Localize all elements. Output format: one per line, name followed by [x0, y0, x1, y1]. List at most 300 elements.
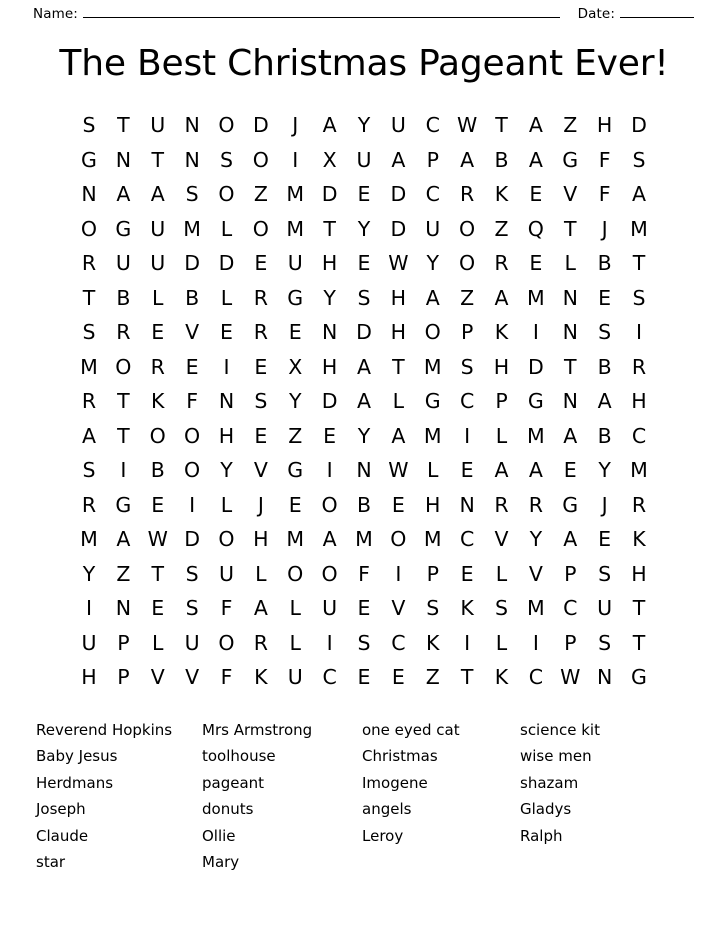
grid-cell[interactable]: A [494, 458, 509, 483]
grid-cell[interactable]: O [184, 458, 201, 483]
grid-cell[interactable]: B [185, 285, 200, 310]
grid-cell[interactable]: R [460, 182, 475, 207]
grid-cell[interactable]: H [596, 113, 613, 138]
grid-cell[interactable]: Y [357, 216, 371, 241]
grid-cell[interactable]: H [321, 354, 338, 379]
grid-cell[interactable]: J [257, 492, 264, 517]
grid-cell[interactable]: B [597, 423, 612, 448]
grid-cell[interactable]: D [631, 113, 647, 138]
grid-cell[interactable]: M [527, 285, 545, 310]
grid-cell[interactable]: I [326, 630, 333, 655]
grid-cell[interactable]: N [596, 665, 613, 690]
grid-cell[interactable]: E [288, 492, 302, 517]
grid-cell[interactable]: B [356, 492, 372, 517]
grid-cell[interactable]: E [357, 182, 371, 207]
grid-cell[interactable]: H [321, 251, 338, 276]
grid-cell[interactable]: K [494, 320, 509, 345]
grid-cell[interactable]: S [82, 320, 96, 345]
grid-cell[interactable]: S [632, 285, 646, 310]
grid-cell[interactable]: O [321, 492, 338, 517]
grid-cell[interactable]: M [423, 354, 442, 379]
grid-cell[interactable]: B [494, 147, 509, 172]
grid-cell[interactable]: C [391, 630, 406, 655]
word-list-item[interactable]: Joseph [36, 800, 86, 819]
word-list-item[interactable]: star [36, 853, 66, 872]
grid-cell[interactable]: M [80, 527, 98, 552]
grid-cell[interactable]: W [147, 527, 168, 552]
grid-cell[interactable]: E [220, 320, 233, 345]
grid-cell[interactable]: S [82, 113, 96, 138]
grid-cell[interactable]: E [288, 320, 302, 345]
grid-cell[interactable]: E [529, 182, 543, 207]
grid-cell[interactable]: N [459, 492, 475, 517]
grid-cell[interactable]: A [322, 527, 337, 552]
grid-cell[interactable]: S [357, 285, 371, 310]
grid-cell[interactable]: N [115, 596, 132, 621]
grid-cell[interactable]: Z [253, 182, 268, 207]
grid-cell[interactable]: C [631, 423, 647, 448]
grid-cell[interactable]: X [288, 354, 303, 379]
grid-cell[interactable]: U [356, 147, 372, 172]
grid-cell[interactable]: H [390, 320, 407, 345]
grid-cell[interactable]: Y [220, 458, 233, 483]
grid-cell[interactable]: P [426, 561, 439, 586]
grid-cell[interactable]: J [292, 113, 299, 138]
grid-cell[interactable]: G [424, 389, 441, 414]
word-list-item[interactable]: angels [362, 800, 412, 819]
grid-cell[interactable]: H [425, 492, 441, 517]
grid-cell[interactable]: D [321, 182, 338, 207]
grid-cell[interactable]: J [601, 216, 608, 241]
grid-cell[interactable]: A [253, 596, 268, 621]
grid-cell[interactable]: V [185, 665, 200, 690]
grid-cell[interactable]: G [631, 665, 647, 690]
grid-cell[interactable]: P [426, 147, 439, 172]
grid-cell[interactable]: I [223, 354, 230, 379]
grid-cell[interactable]: U [597, 596, 613, 621]
grid-cell[interactable]: M [527, 423, 545, 448]
grid-cell[interactable]: W [560, 665, 581, 690]
grid-cell[interactable]: Y [357, 113, 371, 138]
grid-cell[interactable]: L [255, 561, 267, 586]
grid-cell[interactable]: M [527, 596, 545, 621]
grid-cell[interactable]: P [117, 665, 130, 690]
grid-cell[interactable]: L [495, 561, 508, 586]
grid-cell[interactable]: D [527, 354, 544, 379]
grid-cell[interactable]: L [564, 251, 576, 276]
grid-cell[interactable]: S [460, 354, 474, 379]
grid-cell[interactable]: G [287, 285, 304, 310]
grid-cell[interactable]: A [494, 285, 509, 310]
grid-cell[interactable]: G [115, 216, 132, 241]
grid-cell[interactable]: T [82, 285, 96, 310]
grid-cell[interactable]: L [495, 630, 508, 655]
grid-cell[interactable]: R [81, 389, 97, 414]
grid-cell[interactable]: H [631, 389, 647, 414]
grid-cell[interactable]: R [253, 320, 268, 345]
grid-cell[interactable]: Z [425, 665, 440, 690]
word-list-item[interactable]: toolhouse [202, 747, 276, 766]
grid-cell[interactable]: U [287, 665, 303, 690]
grid-cell[interactable]: P [564, 630, 577, 655]
grid-cell[interactable]: Z [563, 113, 578, 138]
word-list-item[interactable]: Reverend Hopkins [36, 720, 173, 739]
grid-cell[interactable]: I [395, 561, 402, 586]
grid-cell[interactable]: I [326, 458, 333, 483]
grid-cell[interactable]: R [253, 285, 268, 310]
grid-cell[interactable]: T [632, 596, 646, 621]
grid-cell[interactable]: C [563, 596, 578, 621]
grid-cell[interactable]: A [356, 389, 372, 414]
grid-cell[interactable]: U [115, 251, 131, 276]
grid-cell[interactable]: D [390, 182, 407, 207]
grid-cell[interactable]: E [151, 596, 165, 621]
grid-cell[interactable]: R [116, 320, 131, 345]
grid-cell[interactable]: L [392, 389, 405, 414]
grid-cell[interactable]: E [357, 665, 371, 690]
grid-cell[interactable]: N [356, 458, 372, 483]
grid-cell[interactable]: M [423, 423, 442, 448]
grid-cell[interactable]: L [427, 458, 439, 483]
grid-cell[interactable]: A [391, 423, 406, 448]
grid-cell[interactable]: Y [529, 527, 543, 552]
grid-cell[interactable]: R [81, 251, 97, 276]
grid-cell[interactable]: Y [82, 561, 96, 586]
grid-cell[interactable]: I [464, 423, 471, 448]
grid-cell[interactable]: T [323, 216, 336, 241]
grid-cell[interactable]: N [321, 320, 338, 345]
grid-cell[interactable]: D [252, 113, 269, 138]
word-list-item[interactable]: Ollie [202, 826, 236, 845]
grid-cell[interactable]: H [631, 561, 647, 586]
grid-cell[interactable]: W [388, 251, 409, 276]
grid-cell[interactable]: H [390, 285, 407, 310]
grid-cell[interactable]: K [494, 665, 509, 690]
grid-cell[interactable]: S [494, 596, 508, 621]
grid-cell[interactable]: O [218, 182, 235, 207]
grid-cell[interactable]: D [218, 251, 235, 276]
grid-cell[interactable]: V [150, 665, 165, 690]
grid-cell[interactable]: Y [288, 389, 302, 414]
grid-cell[interactable]: I [464, 630, 471, 655]
grid-cell[interactable]: O [218, 113, 235, 138]
grid-cell[interactable]: U [322, 596, 338, 621]
date-write-line[interactable] [620, 6, 694, 18]
grid-cell[interactable]: E [151, 320, 165, 345]
grid-cell[interactable]: A [597, 389, 612, 414]
grid-cell[interactable]: S [82, 458, 96, 483]
grid-cell[interactable]: N [562, 320, 578, 345]
grid-cell[interactable]: U [150, 113, 166, 138]
grid-cell[interactable]: O [149, 423, 166, 448]
word-list-item[interactable]: pageant [202, 773, 265, 792]
grid-cell[interactable]: E [357, 596, 371, 621]
grid-cell[interactable]: I [292, 147, 299, 172]
grid-cell[interactable]: T [117, 113, 130, 138]
grid-cell[interactable]: B [597, 251, 612, 276]
grid-cell[interactable]: D [390, 216, 407, 241]
grid-cell[interactable]: U [425, 216, 441, 241]
grid-cell[interactable]: H [218, 423, 235, 448]
grid-cell[interactable]: O [459, 251, 476, 276]
grid-cell[interactable]: O [459, 216, 476, 241]
grid-cell[interactable]: A [631, 182, 647, 207]
grid-cell[interactable]: W [456, 113, 478, 138]
grid-cell[interactable]: E [185, 354, 199, 379]
grid-cell[interactable]: U [218, 561, 234, 586]
grid-cell[interactable]: O [252, 147, 269, 172]
grid-cell[interactable]: L [289, 596, 301, 621]
grid-cell[interactable]: P [460, 320, 474, 345]
grid-cell[interactable]: R [253, 630, 268, 655]
grid-cell[interactable]: P [117, 630, 130, 655]
grid-cell[interactable]: E [598, 285, 612, 310]
grid-cell[interactable]: F [358, 561, 370, 586]
grid-cell[interactable]: D [184, 527, 201, 552]
grid-cell[interactable]: S [598, 320, 612, 345]
grid-cell[interactable]: A [528, 147, 543, 172]
grid-cell[interactable]: T [117, 423, 130, 448]
grid-cell[interactable]: T [563, 216, 577, 241]
grid-cell[interactable]: G [81, 147, 97, 172]
grid-cell[interactable]: O [424, 320, 441, 345]
grid-cell[interactable]: L [152, 285, 164, 310]
grid-cell[interactable]: F [598, 147, 611, 172]
grid-cell[interactable]: E [529, 251, 543, 276]
grid-cell[interactable]: O [218, 630, 235, 655]
grid-cell[interactable]: H [253, 527, 269, 552]
grid-cell[interactable]: S [185, 596, 199, 621]
grid-cell[interactable]: A [528, 458, 543, 483]
grid-cell[interactable]: A [391, 147, 406, 172]
grid-cell[interactable]: N [218, 389, 235, 414]
grid-cell[interactable]: A [563, 423, 578, 448]
grid-cell[interactable]: A [425, 285, 440, 310]
grid-cell[interactable]: Y [357, 423, 371, 448]
grid-cell[interactable]: Y [598, 458, 611, 483]
grid-cell[interactable]: S [598, 561, 612, 586]
grid-cell[interactable]: L [220, 492, 233, 517]
grid-cell[interactable]: B [597, 354, 612, 379]
grid-cell[interactable]: T [151, 561, 165, 586]
word-list-item[interactable]: Mrs Armstrong [202, 720, 313, 739]
grid-cell[interactable]: S [598, 630, 612, 655]
grid-cell[interactable]: S [185, 561, 199, 586]
grid-cell[interactable]: C [425, 182, 440, 207]
grid-cell[interactable]: I [532, 630, 539, 655]
grid-cell[interactable]: R [494, 492, 509, 517]
grid-cell[interactable]: L [495, 423, 508, 448]
grid-cell[interactable]: M [423, 527, 442, 552]
grid-cell[interactable]: E [460, 458, 474, 483]
grid-cell[interactable]: M [286, 216, 305, 241]
grid-cell[interactable]: W [388, 458, 409, 483]
grid-cell[interactable]: M [80, 354, 98, 379]
grid-cell[interactable]: C [322, 665, 337, 690]
grid-cell[interactable]: V [253, 458, 268, 483]
grid-cell[interactable]: R [528, 492, 543, 517]
grid-cell[interactable]: L [220, 285, 233, 310]
grid-cell[interactable]: A [356, 354, 372, 379]
grid-cell[interactable]: E [598, 527, 612, 552]
grid-cell[interactable]: V [528, 561, 543, 586]
grid-cell[interactable]: G [562, 147, 579, 172]
grid-cell[interactable]: A [116, 182, 131, 207]
grid-cell[interactable]: M [630, 458, 648, 483]
grid-cell[interactable]: S [254, 389, 268, 414]
grid-cell[interactable]: R [631, 354, 647, 379]
grid-cell[interactable]: U [287, 251, 303, 276]
grid-cell[interactable]: Z [288, 423, 303, 448]
grid-cell[interactable]: H [81, 665, 97, 690]
grid-cell[interactable]: F [220, 596, 233, 621]
grid-cell[interactable]: I [635, 320, 643, 345]
grid-cell[interactable]: E [254, 354, 268, 379]
grid-cell[interactable]: N [115, 147, 132, 172]
grid-cell[interactable]: I [120, 458, 127, 483]
grid-cell[interactable]: K [460, 596, 474, 621]
word-list-item[interactable]: Herdmans [36, 773, 114, 792]
word-list-item[interactable]: science kit [520, 720, 600, 739]
grid-cell[interactable]: U [390, 113, 406, 138]
grid-cell[interactable]: E [563, 458, 577, 483]
grid-cell[interactable]: R [494, 251, 509, 276]
word-list-item[interactable]: Claude [36, 826, 89, 845]
grid-cell[interactable]: L [152, 630, 164, 655]
grid-cell[interactable]: O [390, 527, 407, 552]
grid-cell[interactable]: A [322, 113, 337, 138]
grid-cell[interactable]: K [494, 182, 509, 207]
grid-cell[interactable]: Y [426, 251, 440, 276]
grid-cell[interactable]: E [391, 665, 405, 690]
grid-cell[interactable]: N [184, 113, 200, 138]
word-list-item[interactable]: Leroy [362, 826, 404, 845]
grid-cell[interactable]: G [562, 492, 579, 517]
grid-cell[interactable]: K [151, 389, 165, 414]
word-list-item[interactable]: Baby Jesus [36, 747, 118, 766]
grid-cell[interactable]: B [116, 285, 131, 310]
grid-cell[interactable]: B [150, 458, 165, 483]
grid-cell[interactable]: E [391, 492, 405, 517]
grid-cell[interactable]: X [322, 147, 337, 172]
word-list-item[interactable]: Gladys [520, 800, 572, 819]
grid-cell[interactable]: V [494, 527, 509, 552]
grid-cell[interactable]: T [151, 147, 165, 172]
grid-cell[interactable]: T [392, 354, 405, 379]
grid-cell[interactable]: G [527, 389, 544, 414]
grid-cell[interactable]: E [323, 423, 337, 448]
grid-cell[interactable]: J [601, 492, 608, 517]
grid-cell[interactable]: D [184, 251, 201, 276]
grid-cell[interactable]: L [289, 630, 301, 655]
grid-cell[interactable]: M [183, 216, 201, 241]
grid-cell[interactable]: Z [460, 285, 475, 310]
grid-cell[interactable]: T [495, 113, 508, 138]
grid-cell[interactable]: E [357, 251, 371, 276]
grid-cell[interactable]: U [150, 251, 166, 276]
grid-cell[interactable]: S [219, 147, 233, 172]
grid-cell[interactable]: S [426, 596, 440, 621]
grid-cell[interactable]: U [81, 630, 97, 655]
grid-cell[interactable]: F [220, 665, 233, 690]
grid-cell[interactable]: M [355, 527, 373, 552]
grid-cell[interactable]: O [115, 354, 132, 379]
grid-cell[interactable]: O [287, 561, 304, 586]
grid-cell[interactable]: K [632, 527, 646, 552]
grid-cell[interactable]: D [321, 389, 338, 414]
word-list-item[interactable]: shazam [520, 773, 579, 792]
grid-cell[interactable]: M [286, 527, 305, 552]
grid-cell[interactable]: Y [323, 285, 336, 310]
grid-cell[interactable]: C [459, 389, 475, 414]
grid-cell[interactable]: F [186, 389, 199, 414]
grid-cell[interactable]: O [80, 216, 98, 241]
grid-cell[interactable]: U [150, 216, 166, 241]
grid-cell[interactable]: C [425, 113, 440, 138]
grid-cell[interactable]: C [528, 665, 544, 690]
grid-cell[interactable]: C [459, 527, 475, 552]
grid-cell[interactable]: Z [116, 561, 131, 586]
grid-cell[interactable]: Z [494, 216, 509, 241]
grid-cell[interactable]: I [189, 492, 196, 517]
grid-cell[interactable]: A [116, 527, 131, 552]
grid-cell[interactable]: O [184, 423, 201, 448]
word-list-item[interactable]: Imogene [362, 773, 428, 792]
grid-cell[interactable]: R [150, 354, 165, 379]
grid-cell[interactable]: F [598, 182, 611, 207]
grid-cell[interactable]: U [184, 630, 200, 655]
grid-cell[interactable]: P [564, 561, 577, 586]
grid-cell[interactable]: T [117, 389, 130, 414]
grid-cell[interactable]: T [632, 630, 646, 655]
grid-cell[interactable]: M [630, 216, 648, 241]
grid-cell[interactable]: S [185, 182, 199, 207]
grid-cell[interactable]: N [184, 147, 200, 172]
grid-cell[interactable]: S [357, 630, 371, 655]
grid-cell[interactable]: O [321, 561, 338, 586]
grid-cell[interactable]: H [493, 354, 510, 379]
grid-cell[interactable]: P [495, 389, 508, 414]
grid-cell[interactable]: R [81, 492, 97, 517]
word-list-item[interactable]: wise men [520, 747, 592, 766]
grid-cell[interactable]: E [460, 561, 474, 586]
grid-cell[interactable]: O [252, 216, 269, 241]
grid-cell[interactable]: V [563, 182, 578, 207]
word-list-item[interactable]: Ralph [520, 826, 563, 845]
grid-cell[interactable]: M [286, 182, 305, 207]
grid-cell[interactable]: E [151, 492, 165, 517]
grid-cell[interactable]: N [81, 182, 97, 207]
grid-cell[interactable]: K [254, 665, 268, 690]
grid-cell[interactable]: O [218, 527, 235, 552]
grid-cell[interactable]: G [287, 458, 304, 483]
grid-cell[interactable]: T [632, 251, 646, 276]
grid-cell[interactable]: N [562, 389, 578, 414]
grid-cell[interactable]: L [220, 216, 233, 241]
grid-cell[interactable]: A [81, 423, 97, 448]
grid-cell[interactable]: A [150, 182, 165, 207]
grid-cell[interactable]: V [185, 320, 200, 345]
grid-cell[interactable]: A [460, 147, 475, 172]
grid-cell[interactable]: D [356, 320, 372, 345]
grid-cell[interactable]: G [115, 492, 132, 517]
grid-cell[interactable]: S [632, 147, 646, 172]
grid-cell[interactable]: A [563, 527, 578, 552]
grid-cell[interactable]: N [562, 285, 578, 310]
name-write-line[interactable] [83, 6, 560, 18]
word-list-item[interactable]: donuts [202, 800, 254, 819]
grid-cell[interactable]: E [254, 423, 268, 448]
